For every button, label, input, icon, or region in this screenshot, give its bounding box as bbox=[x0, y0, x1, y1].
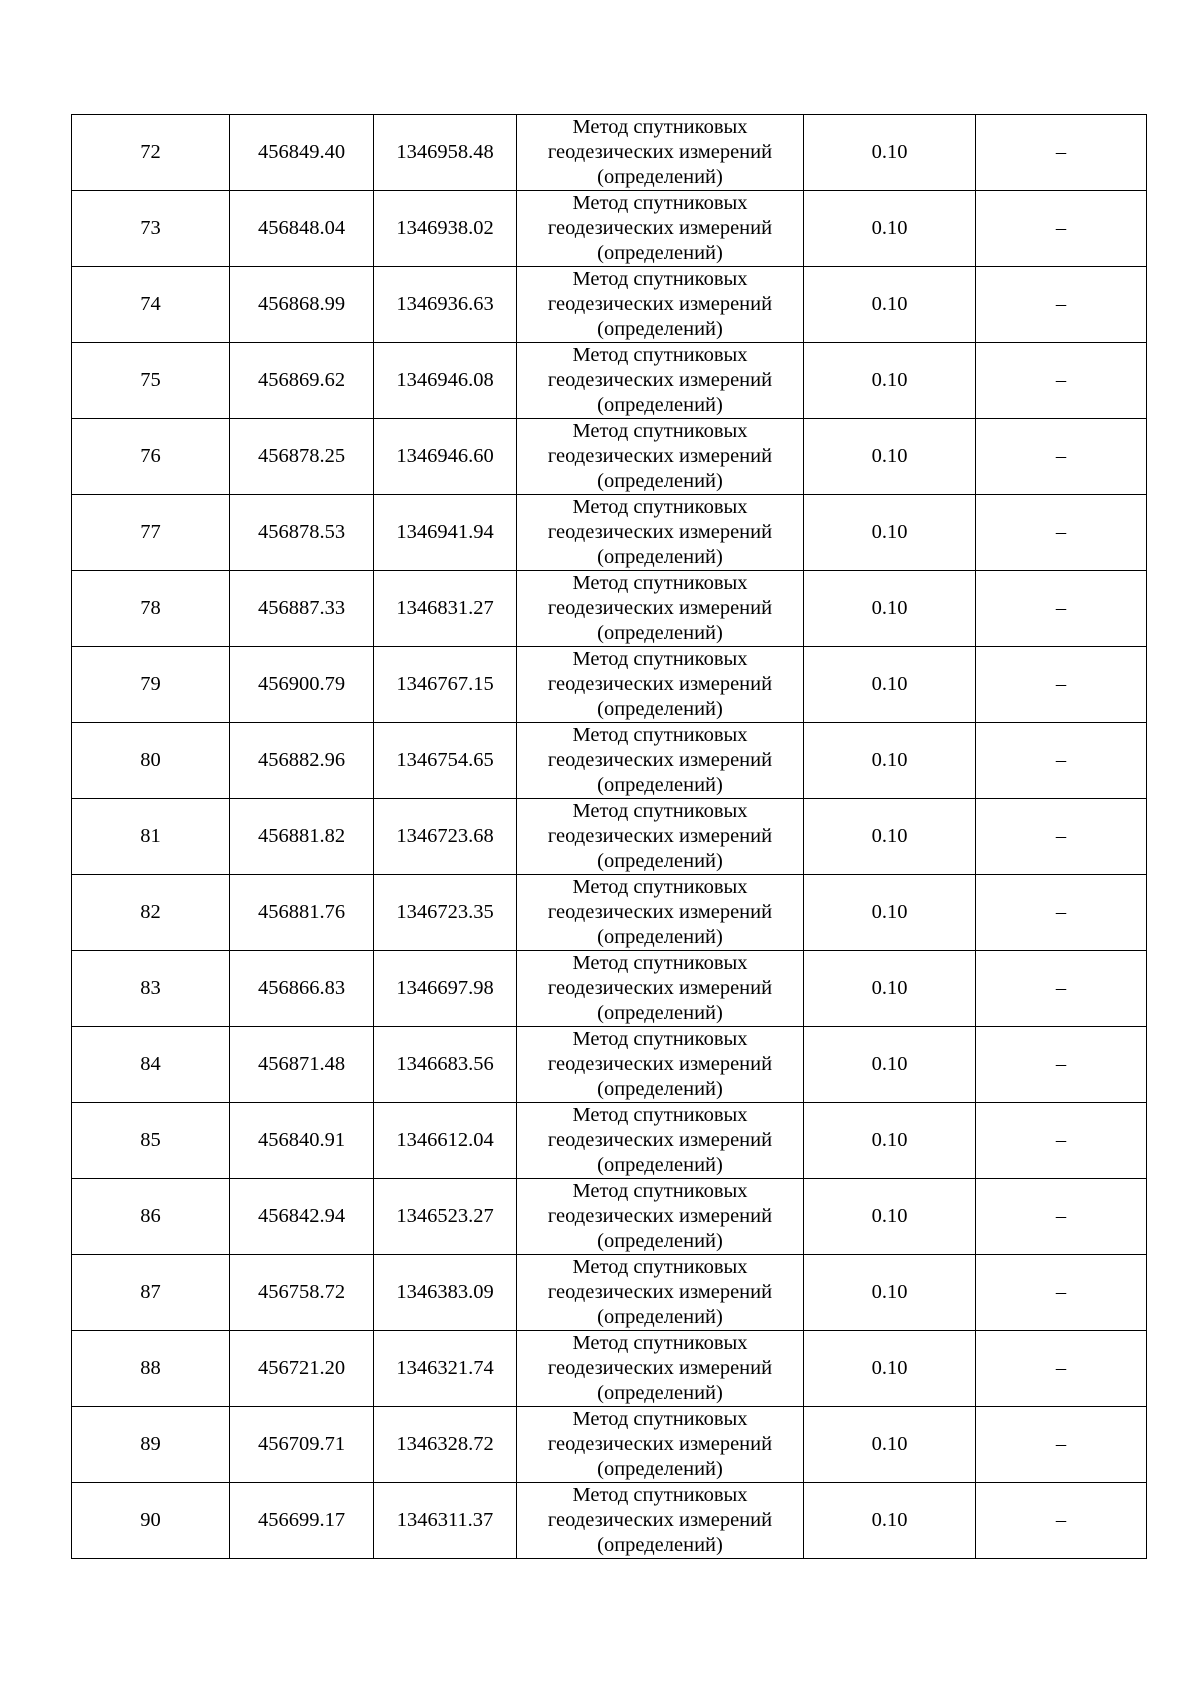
point-number-cell: 82 bbox=[72, 875, 230, 951]
coordinate-y-cell: 1346697.98 bbox=[374, 951, 517, 1027]
accuracy-cell: 0.10 bbox=[804, 191, 976, 267]
method-cell bbox=[517, 571, 804, 647]
coordinate-x-cell: 456840.91 bbox=[230, 1103, 374, 1179]
point-number-cell: 88 bbox=[72, 1331, 230, 1407]
method-line: геодезических измерений bbox=[547, 1205, 773, 1227]
coordinate-x-cell: 456882.96 bbox=[230, 723, 374, 799]
point-number-cell: 76 bbox=[72, 419, 230, 495]
table-row bbox=[72, 571, 1147, 647]
description-cell: – bbox=[976, 571, 1147, 647]
method-line: геодезических измерений bbox=[547, 521, 773, 543]
table-row bbox=[72, 1483, 1147, 1559]
method-line: геодезических измерений bbox=[547, 445, 773, 467]
point-number-cell: 89 bbox=[72, 1407, 230, 1483]
point-number-cell: 78 bbox=[72, 571, 230, 647]
method-line: (определений) bbox=[597, 1382, 723, 1404]
method-line: Метод спутниковых bbox=[572, 116, 748, 138]
table-row bbox=[72, 191, 1147, 267]
description-cell: – bbox=[976, 1331, 1147, 1407]
method-line: геодезических измерений bbox=[547, 141, 773, 163]
method-line: геодезических измерений bbox=[547, 977, 773, 999]
coordinate-x-cell: 456878.25 bbox=[230, 419, 374, 495]
method-cell bbox=[517, 1483, 804, 1559]
table-row bbox=[72, 875, 1147, 951]
method-line: геодезических измерений bbox=[547, 825, 773, 847]
coordinate-x-cell: 456887.33 bbox=[230, 571, 374, 647]
coordinate-y-cell: 1346831.27 bbox=[374, 571, 517, 647]
table-row bbox=[72, 1331, 1147, 1407]
method-line: Метод спутниковых bbox=[572, 192, 748, 214]
coordinate-y-cell: 1346328.72 bbox=[374, 1407, 517, 1483]
description-cell: – bbox=[976, 495, 1147, 571]
accuracy-cell: 0.10 bbox=[804, 1255, 976, 1331]
accuracy-cell: 0.10 bbox=[804, 799, 976, 875]
coordinate-x-cell: 456881.76 bbox=[230, 875, 374, 951]
coordinate-y-cell: 1346754.65 bbox=[374, 723, 517, 799]
method-cell bbox=[517, 1027, 804, 1103]
method-line: Метод спутниковых bbox=[572, 724, 748, 746]
accuracy-cell: 0.10 bbox=[804, 1331, 976, 1407]
table-row bbox=[72, 951, 1147, 1027]
method-line: (определений) bbox=[597, 166, 723, 188]
accuracy-cell: 0.10 bbox=[804, 495, 976, 571]
method-line: геодезических измерений bbox=[547, 1357, 773, 1379]
coordinate-y-cell: 1346383.09 bbox=[374, 1255, 517, 1331]
method-line: Метод спутниковых bbox=[572, 648, 748, 670]
coordinate-y-cell: 1346523.27 bbox=[374, 1179, 517, 1255]
point-number-cell: 86 bbox=[72, 1179, 230, 1255]
method-line: (определений) bbox=[597, 394, 723, 416]
point-number-cell: 80 bbox=[72, 723, 230, 799]
method-line: (определений) bbox=[597, 242, 723, 264]
coordinate-y-cell: 1346612.04 bbox=[374, 1103, 517, 1179]
method-cell bbox=[517, 419, 804, 495]
method-line: (определений) bbox=[597, 1002, 723, 1024]
coordinate-y-cell: 1346723.68 bbox=[374, 799, 517, 875]
coordinate-x-cell: 456869.62 bbox=[230, 343, 374, 419]
method-line: (определений) bbox=[597, 698, 723, 720]
method-cell bbox=[517, 875, 804, 951]
method-cell bbox=[517, 799, 804, 875]
method-cell bbox=[517, 723, 804, 799]
table-row bbox=[72, 1027, 1147, 1103]
coordinate-x-cell: 456721.20 bbox=[230, 1331, 374, 1407]
description-cell: – bbox=[976, 951, 1147, 1027]
description-cell: – bbox=[976, 1027, 1147, 1103]
coordinate-x-cell: 456699.17 bbox=[230, 1483, 374, 1559]
method-line: (определений) bbox=[597, 318, 723, 340]
method-line: Метод спутниковых bbox=[572, 800, 748, 822]
table-row bbox=[72, 343, 1147, 419]
method-line: (определений) bbox=[597, 546, 723, 568]
description-cell: – bbox=[976, 647, 1147, 723]
method-cell bbox=[517, 343, 804, 419]
description-cell: – bbox=[976, 267, 1147, 343]
method-cell bbox=[517, 951, 804, 1027]
coordinate-y-cell: 1346311.37 bbox=[374, 1483, 517, 1559]
accuracy-cell: 0.10 bbox=[804, 1179, 976, 1255]
coordinate-x-cell: 456709.71 bbox=[230, 1407, 374, 1483]
table-row bbox=[72, 1255, 1147, 1331]
description-cell: – bbox=[976, 191, 1147, 267]
table-row bbox=[72, 267, 1147, 343]
accuracy-cell: 0.10 bbox=[804, 1407, 976, 1483]
point-number-cell: 79 bbox=[72, 647, 230, 723]
coordinate-x-cell: 456878.53 bbox=[230, 495, 374, 571]
method-cell bbox=[517, 1407, 804, 1483]
coordinate-y-cell: 1346938.02 bbox=[374, 191, 517, 267]
method-line: Метод спутниковых bbox=[572, 1484, 748, 1506]
description-cell: – bbox=[976, 1179, 1147, 1255]
method-line: (определений) bbox=[597, 1306, 723, 1328]
coordinates-table bbox=[71, 114, 1147, 1559]
coordinate-y-cell: 1346946.08 bbox=[374, 343, 517, 419]
method-line: Метод спутниковых bbox=[572, 1408, 748, 1430]
method-line: геодезических измерений bbox=[547, 1281, 773, 1303]
table-row bbox=[72, 723, 1147, 799]
table-row bbox=[72, 495, 1147, 571]
accuracy-cell: 0.10 bbox=[804, 723, 976, 799]
method-line: Метод спутниковых bbox=[572, 876, 748, 898]
description-cell: – bbox=[976, 723, 1147, 799]
method-line: геодезических измерений bbox=[547, 1129, 773, 1151]
coordinate-y-cell: 1346946.60 bbox=[374, 419, 517, 495]
method-line: Метод спутниковых bbox=[572, 1104, 748, 1126]
method-line: Метод спутниковых bbox=[572, 1332, 748, 1354]
coordinate-y-cell: 1346723.35 bbox=[374, 875, 517, 951]
accuracy-cell: 0.10 bbox=[804, 115, 976, 191]
point-number-cell: 77 bbox=[72, 495, 230, 571]
method-line: (определений) bbox=[597, 470, 723, 492]
method-line: Метод спутниковых bbox=[572, 572, 748, 594]
method-line: (определений) bbox=[597, 926, 723, 948]
method-line: геодезических измерений bbox=[547, 217, 773, 239]
point-number-cell: 81 bbox=[72, 799, 230, 875]
method-line: (определений) bbox=[597, 1534, 723, 1556]
point-number-cell: 87 bbox=[72, 1255, 230, 1331]
point-number-cell: 85 bbox=[72, 1103, 230, 1179]
description-cell: – bbox=[976, 1255, 1147, 1331]
coordinate-x-cell: 456842.94 bbox=[230, 1179, 374, 1255]
coordinate-x-cell: 456868.99 bbox=[230, 267, 374, 343]
method-line: Метод спутниковых bbox=[572, 496, 748, 518]
coordinate-x-cell: 456758.72 bbox=[230, 1255, 374, 1331]
coordinate-y-cell: 1346936.63 bbox=[374, 267, 517, 343]
accuracy-cell: 0.10 bbox=[804, 267, 976, 343]
table-row bbox=[72, 419, 1147, 495]
method-line: (определений) bbox=[597, 622, 723, 644]
method-cell bbox=[517, 1255, 804, 1331]
table-row bbox=[72, 115, 1147, 191]
method-line: Метод спутниковых bbox=[572, 1028, 748, 1050]
method-line: Метод спутниковых bbox=[572, 1180, 748, 1202]
accuracy-cell: 0.10 bbox=[804, 343, 976, 419]
coordinate-y-cell: 1346767.15 bbox=[374, 647, 517, 723]
accuracy-cell: 0.10 bbox=[804, 875, 976, 951]
method-line: геодезических измерений bbox=[547, 749, 773, 771]
method-cell bbox=[517, 267, 804, 343]
accuracy-cell: 0.10 bbox=[804, 647, 976, 723]
method-line: (определений) bbox=[597, 774, 723, 796]
method-cell bbox=[517, 1103, 804, 1179]
description-cell: – bbox=[976, 1103, 1147, 1179]
method-line: геодезических измерений bbox=[547, 673, 773, 695]
method-line: геодезических измерений bbox=[547, 369, 773, 391]
point-number-cell: 90 bbox=[72, 1483, 230, 1559]
method-cell bbox=[517, 191, 804, 267]
coordinate-x-cell: 456849.40 bbox=[230, 115, 374, 191]
accuracy-cell: 0.10 bbox=[804, 571, 976, 647]
method-line: Метод спутниковых bbox=[572, 344, 748, 366]
coordinate-x-cell: 456871.48 bbox=[230, 1027, 374, 1103]
table-row bbox=[72, 1179, 1147, 1255]
coordinate-x-cell: 456848.04 bbox=[230, 191, 374, 267]
method-line: геодезических измерений bbox=[547, 293, 773, 315]
table-row bbox=[72, 1103, 1147, 1179]
method-line: Метод спутниковых bbox=[572, 420, 748, 442]
method-line: Метод спутниковых bbox=[572, 952, 748, 974]
accuracy-cell: 0.10 bbox=[804, 1103, 976, 1179]
method-line: геодезических измерений bbox=[547, 597, 773, 619]
description-cell: – bbox=[976, 115, 1147, 191]
method-line: геодезических измерений bbox=[547, 1053, 773, 1075]
method-line: (определений) bbox=[597, 850, 723, 872]
point-number-cell: 83 bbox=[72, 951, 230, 1027]
description-cell: – bbox=[976, 419, 1147, 495]
method-cell bbox=[517, 647, 804, 723]
method-line: геодезических измерений bbox=[547, 1509, 773, 1531]
accuracy-cell: 0.10 bbox=[804, 951, 976, 1027]
coordinate-x-cell: 456881.82 bbox=[230, 799, 374, 875]
point-number-cell: 75 bbox=[72, 343, 230, 419]
method-line: (определений) bbox=[597, 1458, 723, 1480]
table-row bbox=[72, 1407, 1147, 1483]
method-line: (определений) bbox=[597, 1078, 723, 1100]
method-line: Метод спутниковых bbox=[572, 268, 748, 290]
method-line: Метод спутниковых bbox=[572, 1256, 748, 1278]
method-line: геодезических измерений bbox=[547, 1433, 773, 1455]
coordinate-x-cell: 456866.83 bbox=[230, 951, 374, 1027]
description-cell: – bbox=[976, 1483, 1147, 1559]
coordinate-y-cell: 1346321.74 bbox=[374, 1331, 517, 1407]
description-cell: – bbox=[976, 1407, 1147, 1483]
coordinate-y-cell: 1346941.94 bbox=[374, 495, 517, 571]
point-number-cell: 72 bbox=[72, 115, 230, 191]
accuracy-cell: 0.10 bbox=[804, 419, 976, 495]
table-row bbox=[72, 647, 1147, 723]
point-number-cell: 84 bbox=[72, 1027, 230, 1103]
point-number-cell: 73 bbox=[72, 191, 230, 267]
method-cell bbox=[517, 495, 804, 571]
method-line: (определений) bbox=[597, 1230, 723, 1252]
coordinate-y-cell: 1346683.56 bbox=[374, 1027, 517, 1103]
method-line: (определений) bbox=[597, 1154, 723, 1176]
method-cell bbox=[517, 1179, 804, 1255]
description-cell: – bbox=[976, 799, 1147, 875]
accuracy-cell: 0.10 bbox=[804, 1027, 976, 1103]
description-cell: – bbox=[976, 875, 1147, 951]
point-number-cell: 74 bbox=[72, 267, 230, 343]
coordinate-y-cell: 1346958.48 bbox=[374, 115, 517, 191]
method-cell bbox=[517, 115, 804, 191]
method-line: геодезических измерений bbox=[547, 901, 773, 923]
coordinate-x-cell: 456900.79 bbox=[230, 647, 374, 723]
accuracy-cell: 0.10 bbox=[804, 1483, 976, 1559]
table-row bbox=[72, 799, 1147, 875]
coordinates-table-body bbox=[72, 115, 1147, 1559]
description-cell: – bbox=[976, 343, 1147, 419]
method-cell bbox=[517, 1331, 804, 1407]
